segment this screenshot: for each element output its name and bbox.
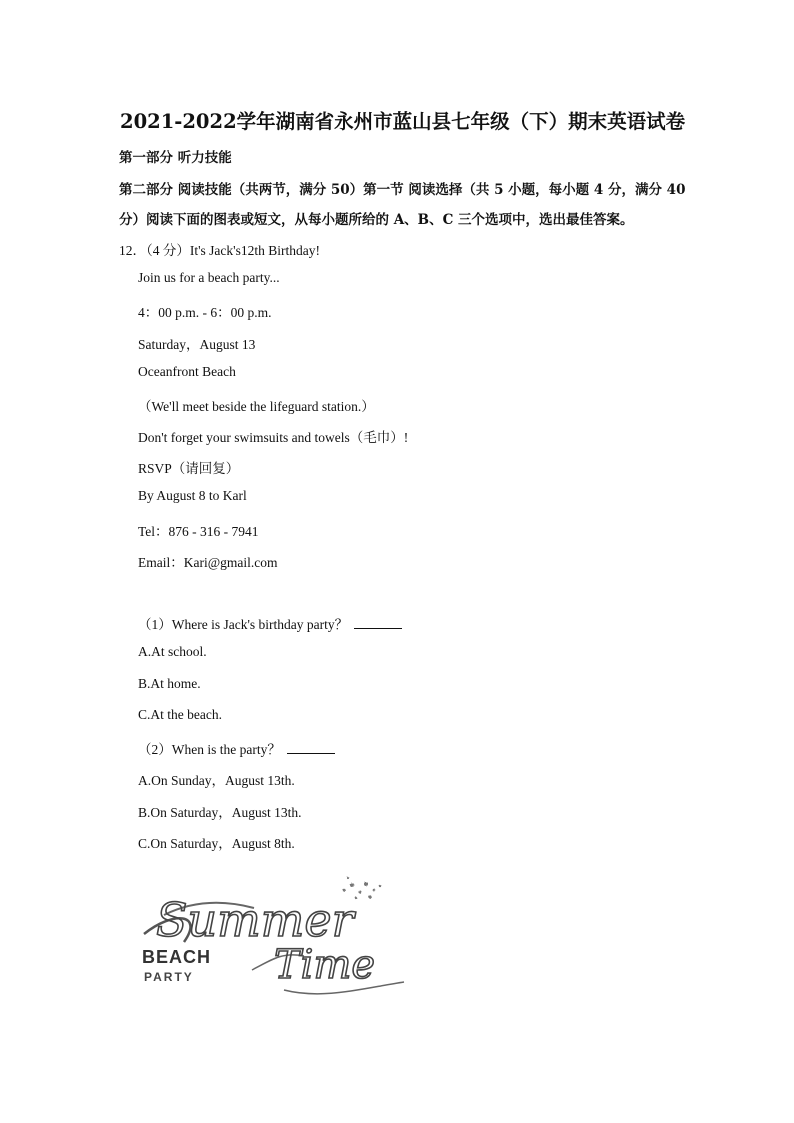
logo-word-beach: BEACH [142, 947, 212, 967]
invitation-line: Oceanfront Beach [138, 364, 236, 379]
invitation-line: Saturday，August 13 [138, 337, 256, 352]
subquestion-2-stem [138, 738, 335, 758]
subquestion-stem-text: （1）Where is Jack's birthday party？ [138, 617, 349, 632]
logo-word-time: Time [274, 942, 376, 988]
invitation-line: （We'll meet beside the lifeguard station.） [138, 399, 375, 414]
invitation-line: RSVP（请回复） [138, 461, 240, 476]
option-c: C.On Saturday，August 8th. [138, 836, 295, 851]
question-12-header: 12．（4 分）It's Jack's12th Birthday! [119, 243, 320, 258]
option-b: B.At home. [138, 676, 201, 691]
invitation-line: Tel：876 - 316 - 7941 [138, 524, 259, 539]
subquestion-stem-text: （2）When is the party？ [138, 742, 281, 757]
option-c: C.At the beach. [138, 707, 222, 722]
part2-heading-line1: 第二部分 阅读技能（共两节，满分 50）第一节 阅读选择（共 5 小题，每小题 4 分，满分 40 [119, 182, 686, 198]
invitation-line: Join us for a beach party... [138, 270, 280, 285]
answer-blank[interactable] [354, 616, 402, 629]
exam-title: 2021-2022学年湖南省永州市蓝山县七年级（下）期末英语试卷 [120, 110, 686, 133]
subquestion-1-stem [138, 613, 402, 633]
answer-blank[interactable] [287, 741, 335, 754]
option-a: A.At school. [138, 644, 207, 659]
invitation-line: By August 8 to Karl [138, 488, 247, 503]
invitation-line: Email：Kari@gmail.com [138, 555, 278, 570]
invitation-line: 4：00 p.m. - 6：00 p.m. [138, 305, 272, 320]
logo-word-party: PARTY [144, 970, 194, 984]
logo-word-summer: Summer [156, 893, 354, 947]
part2-heading-line2: 分）阅读下面的图表或短文，从每小题所给的 A、B、C 三个选项中，选出最佳答案。 [119, 212, 634, 228]
part1-heading: 第一部分 听力技能 [119, 150, 232, 166]
summer-time-beach-party-logo [134, 870, 414, 1020]
option-a: A.On Sunday，August 13th. [138, 773, 295, 788]
option-b: B.On Saturday，August 13th. [138, 805, 302, 820]
invitation-line: Don't forget your swimsuits and towels（毛巾）! [138, 430, 409, 445]
